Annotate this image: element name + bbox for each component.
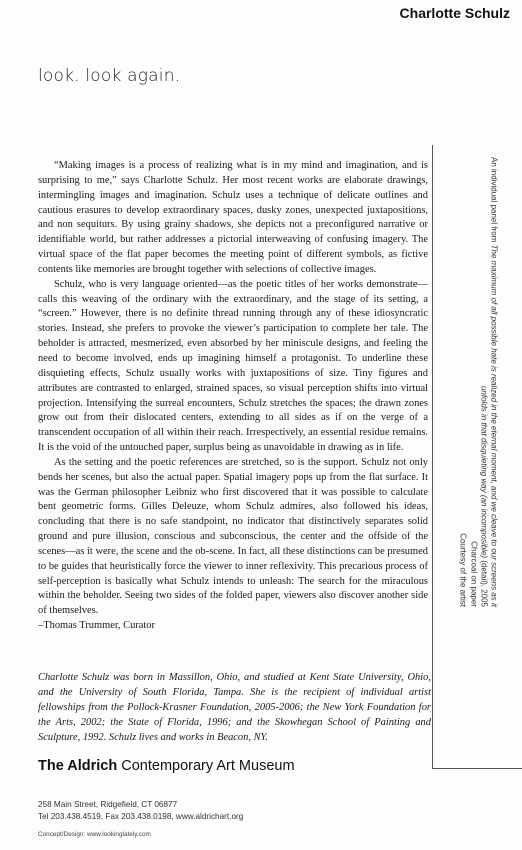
caption-courtesy: Courtesy of the artist (458, 533, 468, 607)
artist-name: Charlotte Schulz (399, 5, 510, 21)
essay-signature: –Thomas Trummer, Curator (38, 620, 155, 632)
contact-line: Tel 203.438.4519, Fax 203.438.0198, www.aldrichart.org (38, 812, 244, 821)
museum-name-rest: Contemporary Art Museum (121, 758, 295, 774)
design-credit: Concept/Design: www.lookinglately.com (38, 831, 151, 838)
image-caption-box (440, 152, 516, 612)
museum-name (38, 758, 295, 774)
essay (38, 159, 428, 634)
caption-medium: Charcoal on paper (469, 541, 478, 607)
image-caption (458, 157, 499, 607)
artist-bio: Charlotte Schulz was born in Massillon, Ohio, and studied at Kent State University, Ohio, and the University of South Florida, Tampa. She is the recipient of individual artist fellowships from the Pollock-Krasner Foundation, 2005-2006; the New York Foundation for the Arts, 2002; the State of Florida, 1996; and the Skowhegan School of Painting and Sculpture, 1992. Schulz lives and works in Beacon, NY. (38, 672, 431, 743)
essay-paragraph: As the setting and the poetic references are stretched, so is the support. Schulz not only bends her scenes, but also the actual paper. Spatial imagery pops up from the flat surface. It was the German philosopher Leibniz who first discovered that it was possible to calculate bent geometric forms. Gilles Deleuze, whom Schulz admires, also followed his ideas, concluding that there is no safe standpoint, no indicator that distinctively separates solid ground and pure illusion, conscious and subconscious, the center and the offside of the scenes—as it were, the scene and the ob-scene. In fact, all these distinctions can be presumed to be guides that heuristically force the viewer to inner reflexivity. This precarious process of self-perception is basically what Schulz intends to unleash: The search for the miraculous within the beholder. Seeing two sides of the folded paper, viewers also discover another side of themselves. (38, 456, 428, 617)
essay-paragraph: “Making images is a process of realizing what is in my mind and imagination, and is surprising to me,” says Charlotte Schulz. Her most recent works are elaborate drawings, intermingling images and imagination. Schulz uses a technique of delicate outlines and cautious erasures to develop extraordinary spaces, dusky zones, unexpected juxtapositions, and non sequiturs. By using grainy shadows, she depicts not a preconfigured narrative or identifiable world, but rather addresses a pictorial interweaving of confusing imagery. The virtual space of the flat paper becomes the meeting point of different symbols, as fictive contents like memories are brought together with selections of collective images. (38, 160, 428, 275)
caption-frame-vertical-rule (432, 145, 433, 768)
caption-work-title: The maximum of all possible hate is realized in the eternal moment, and we cleave to our screens as it unfolds in that disquieting way (an incomposible) (479, 244, 499, 608)
caption-frame-horizontal-rule (432, 768, 522, 769)
museum-address (38, 799, 243, 823)
essay-paragraph: Schulz, who is very language oriented—as the poetic titles of her works demonstrate—calls this weaving of the ordinary with the extraordinary, and the stage of its setting, a “screen.” However, there is no definite thread running through any of these idiosyncratic stories. Instead, she prefers to provoke the viewer’s participation to complete her tale. The beholder is attracted, mesmerized, even absorbed by her miniscule designs, and feeling the need to become involved, ends up imagining himself a protagonist. To underline these disquieting effects, Schulz usually works with juxtapositions of size. Tiny figures and attributes are contrasted to enlarged, strained spaces, so visual perception shifts into virtual projection. Intensifying the surreal encounters, Schulz stretches the spaces; the drawn zones grow out from their dislocated centers, extending to all sides as if on the verge of a transcendent occupation of all within their reach. Irrespectively, an essential residue remains. It is the void of the untouched paper, surplus being as unavoidable in drawing as in life. (38, 278, 428, 454)
museum-name-bold: The Aldrich (38, 758, 118, 774)
headline: look. look again. (38, 66, 181, 86)
address-line: 258 Main Street, Ridgefield, CT 06877 (38, 800, 178, 809)
caption-title-line (478, 157, 498, 607)
caption-intro: An individual panel from (489, 157, 499, 245)
caption-detail: (detail), 2005 (479, 558, 489, 607)
